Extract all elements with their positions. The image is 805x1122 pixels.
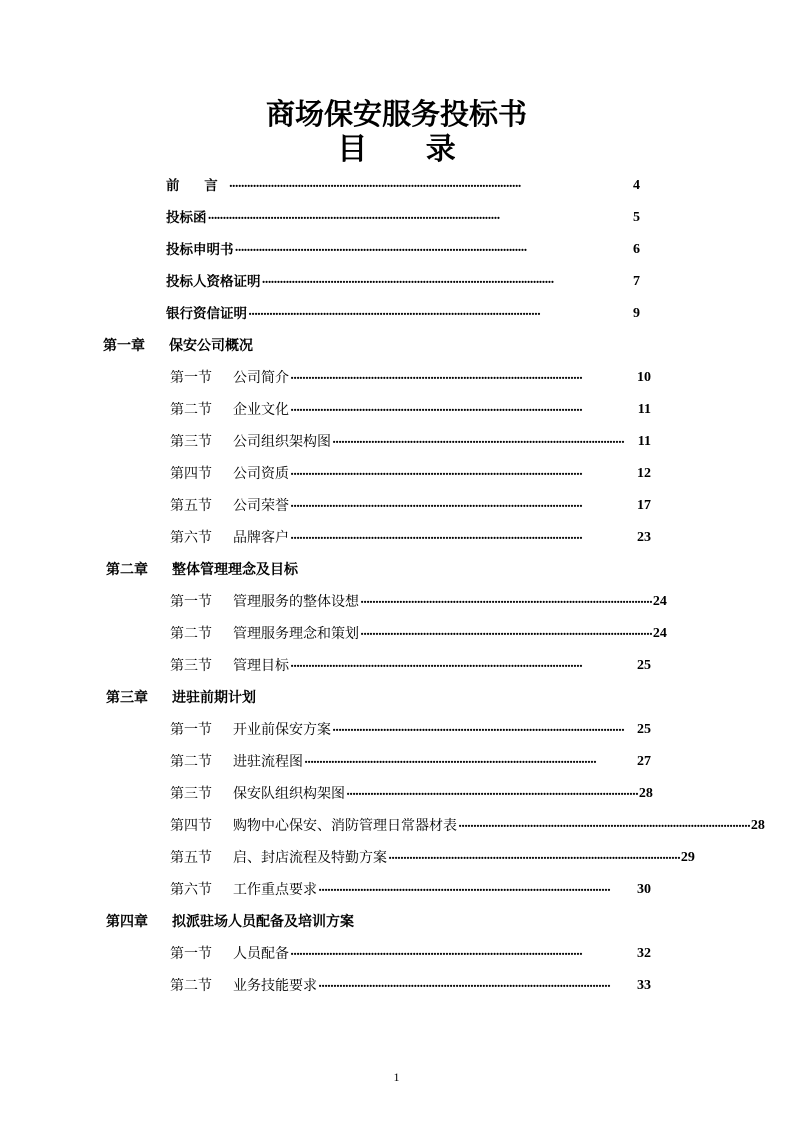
section-page: 24 [652, 626, 667, 641]
leader-dots: ·································································································· [388, 851, 680, 865]
toc-entry-section[interactable] [170, 367, 651, 389]
section-title: 管理服务的整体设想 [233, 594, 359, 610]
toc-entry-section[interactable] [170, 783, 651, 805]
toc-chapter-heading[interactable] [106, 687, 256, 709]
section-page: 10 [637, 370, 651, 385]
leader-dots: ·································································································· [290, 659, 582, 673]
section-page: 24 [652, 594, 667, 609]
chapter-number: 第三章 [106, 690, 148, 706]
toc-chapter-heading[interactable] [106, 911, 354, 933]
chapter-title: 进驻前期计划 [172, 690, 256, 706]
section-number: 第二节 [170, 626, 212, 642]
section-number: 第二节 [170, 754, 212, 770]
section-number: 第二节 [170, 978, 212, 994]
section-page: 27 [637, 754, 651, 769]
section-number: 第三节 [170, 786, 212, 802]
section-title: 管理服务理念和策划 [233, 626, 359, 642]
chapter-title: 保安公司概况 [169, 338, 253, 354]
toc-entry-section[interactable] [170, 847, 695, 869]
section-title: 开业前保安方案 [233, 722, 331, 738]
section-title: 购物中心保安、消防管理日常器材表 [233, 818, 457, 834]
leader-dots: ·································································································· [360, 595, 652, 609]
toc-entry-section[interactable] [170, 495, 651, 517]
section-page: 33 [637, 978, 651, 993]
leader-dots: ·································································································· [290, 499, 582, 513]
section-page: 17 [637, 498, 651, 513]
section-number: 第五节 [170, 498, 212, 514]
toc-entry-section[interactable] [170, 527, 651, 549]
section-number: 第六节 [170, 530, 212, 546]
toc-entry-page: 9 [633, 306, 640, 321]
leader-dots: ·································································································· [290, 947, 582, 961]
section-title: 工作重点要求 [233, 882, 317, 898]
section-number: 第四节 [170, 818, 212, 834]
section-title: 管理目标 [233, 658, 289, 674]
toc-entry-page: 6 [633, 242, 640, 257]
section-title: 公司组织架构图 [233, 434, 331, 450]
leader-dots: ·································································································· [228, 179, 521, 193]
section-number: 第四节 [170, 466, 212, 482]
section-number: 第五节 [170, 850, 212, 866]
chapter-number: 第四章 [106, 914, 148, 930]
section-title: 公司简介 [233, 370, 289, 386]
leader-dots: ·································································································· [290, 403, 582, 417]
toc-entry-label: 投标申明书 [166, 242, 234, 258]
toc-entry-label: 投标人资格证明 [166, 274, 261, 290]
section-title: 品牌客户 [233, 530, 289, 546]
leader-dots: ·································································································· [332, 723, 624, 737]
toc-entry-front[interactable] [166, 271, 640, 293]
toc-entry-section[interactable] [170, 591, 667, 613]
section-page: 23 [637, 530, 651, 545]
section-title: 保安队组织构架图 [233, 786, 345, 802]
leader-dots: ·································································································· [248, 307, 540, 321]
toc-entry-label: 银行资信证明 [166, 306, 247, 322]
toc-entry-section[interactable] [170, 431, 651, 453]
leader-dots: ·································································································· [290, 371, 582, 385]
leader-dots: ·································································································· [234, 243, 527, 257]
leader-dots: ·································································································· [261, 275, 554, 289]
section-number: 第一节 [170, 946, 212, 962]
toc-entry-label: 前 言 [166, 178, 228, 194]
section-title: 人员配备 [233, 946, 289, 962]
toc-entry-section[interactable] [170, 463, 651, 485]
section-number: 第一节 [170, 594, 212, 610]
leader-dots: ·································································································· [360, 627, 652, 641]
leader-dots: ·································································································· [332, 435, 624, 449]
toc-entry-page: 5 [633, 210, 640, 225]
toc-entry-front[interactable] [166, 207, 640, 229]
leader-dots: ·································································································· [318, 979, 610, 993]
section-page: 28 [750, 818, 765, 833]
section-title: 启、封店流程及特勤方案 [233, 850, 387, 866]
toc-entry-section[interactable] [170, 719, 651, 741]
leader-dots: ·································································································· [304, 755, 596, 769]
leader-dots: ·································································································· [290, 531, 582, 545]
toc-entry-section[interactable] [170, 975, 651, 997]
page-number: 1 [393, 1070, 400, 1084]
chapter-number: 第二章 [106, 562, 148, 578]
leader-dots: ·································································································· [207, 211, 500, 225]
section-page: 25 [637, 658, 651, 673]
section-title: 业务技能要求 [233, 978, 317, 994]
chapter-title: 整体管理理念及目标 [172, 562, 298, 578]
toc-heading: 目 录 [337, 132, 480, 167]
toc-entry-front[interactable] [166, 175, 640, 197]
toc-chapter-heading[interactable] [103, 335, 253, 357]
toc-entry-section[interactable] [170, 399, 651, 421]
toc-entry-front[interactable] [166, 239, 640, 261]
toc-entry-page: 7 [633, 274, 640, 289]
section-title: 企业文化 [233, 402, 289, 418]
toc-entry-section[interactable] [170, 943, 651, 965]
section-title: 公司荣誉 [233, 498, 289, 514]
toc-entry-section[interactable] [170, 655, 651, 677]
section-page: 11 [637, 434, 651, 449]
leader-dots: ·································································································· [290, 467, 582, 481]
toc-entry-section[interactable] [170, 751, 651, 773]
toc-entry-section[interactable] [170, 623, 667, 645]
section-page: 32 [637, 946, 651, 961]
section-number: 第六节 [170, 882, 212, 898]
toc-entry-section[interactable] [170, 879, 651, 901]
section-page: 30 [637, 882, 651, 897]
section-page: 28 [638, 786, 653, 801]
toc-entry-page: 4 [633, 178, 640, 193]
toc-chapter-heading[interactable] [106, 559, 298, 581]
section-number: 第一节 [170, 722, 212, 738]
section-number: 第三节 [170, 434, 212, 450]
section-number: 第二节 [170, 402, 212, 418]
leader-dots: ·································································································· [458, 819, 750, 833]
section-page: 11 [637, 402, 651, 417]
chapter-title: 拟派驻场人员配备及培训方案 [172, 914, 354, 930]
section-number: 第三节 [170, 658, 212, 674]
section-title: 公司资质 [233, 466, 289, 482]
section-number: 第一节 [170, 370, 212, 386]
chapter-number: 第一章 [103, 338, 145, 354]
leader-dots: ·································································································· [346, 787, 638, 801]
toc-entry-front[interactable] [166, 303, 640, 325]
section-page: 12 [637, 466, 651, 481]
section-title: 进驻流程图 [233, 754, 303, 770]
leader-dots: ·································································································· [318, 883, 610, 897]
toc-entry-section[interactable] [170, 815, 765, 837]
section-page: 25 [637, 722, 651, 737]
section-page: 29 [680, 850, 695, 865]
document-title: 商场保安服务投标书 [265, 97, 527, 131]
toc-entry-label: 投标函 [166, 210, 207, 226]
